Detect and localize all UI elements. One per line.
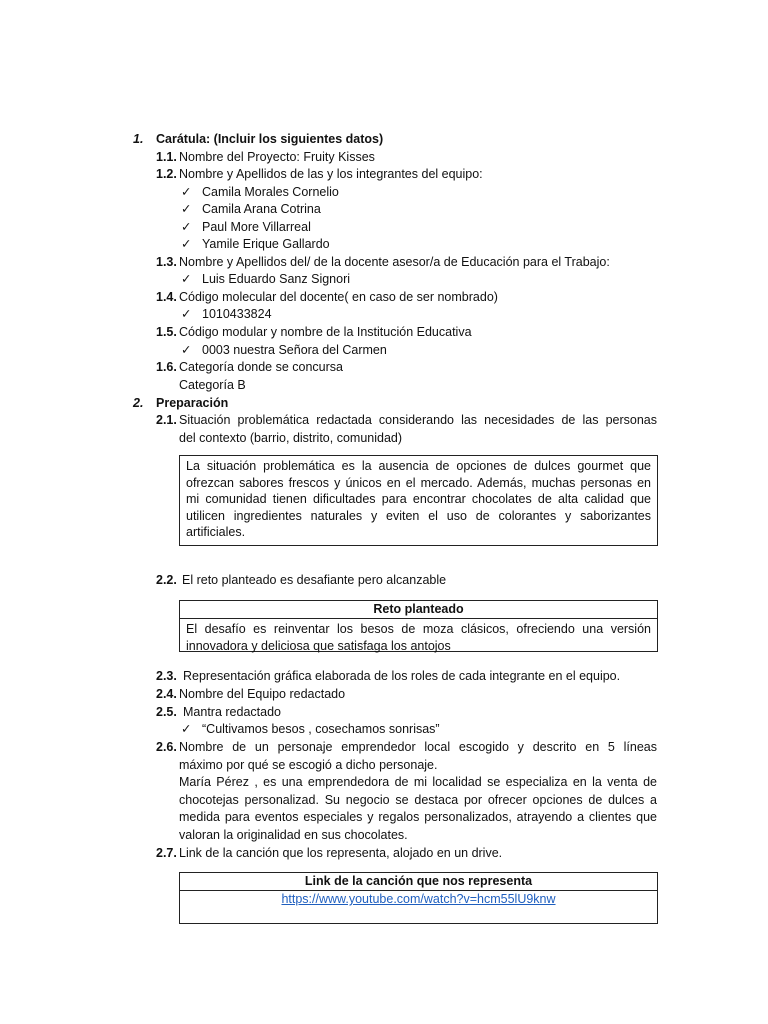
member-name: Camila Arana Cotrina [202, 202, 321, 216]
text-line: máximo por qué se escogió a dicho personaje. [179, 757, 438, 772]
check-icon: ✓ [181, 343, 192, 357]
item-number: 2.1. [156, 413, 177, 427]
check-icon: ✓ [181, 202, 192, 216]
check-icon: ✓ [181, 237, 192, 251]
school-name: 0003 nuestra Señora del Carmen [202, 343, 387, 357]
item-number: 2.5. [156, 705, 177, 719]
item-text: El reto planteado es desafiante pero alcanzable [182, 573, 447, 587]
member-name: Yamile Erique Gallardo [202, 237, 330, 251]
item-text: Código modular y nombre de la Institución Educativa [179, 325, 472, 339]
text-line: artificiales. [186, 525, 246, 539]
item-number: 1.6. [156, 360, 177, 374]
item-number: 1.1. [156, 150, 177, 164]
check-icon: ✓ [181, 722, 192, 736]
item-text: Nombre del Equipo redactado [179, 687, 346, 701]
text-line: Situación problemática redactada considerando las necesidades de las personas [179, 413, 657, 427]
item-number: 1.2. [156, 167, 177, 181]
section-title: Preparación [156, 396, 229, 410]
item-text: Categoría donde se concursa [179, 360, 343, 374]
section-number: 1. [133, 132, 144, 146]
text-line: Nombre de un personaje emprendedor local escogido y descrito en 5 líneas [179, 740, 657, 754]
item-text: Código molecular del docente( en caso de ser nombrado) [179, 290, 498, 304]
check-icon: ✓ [181, 220, 192, 234]
song-link-table-header: Link de la canción que nos representa [180, 873, 657, 891]
text-line: chocotejas personalizad. Su negocio se destaca por ofrecer opciones de dulces a [179, 792, 657, 807]
text-line: innovadora y deliciosa que satisfaga los antojos [186, 638, 451, 653]
item-number: 1.5. [156, 325, 177, 339]
text-line: del contexto (barrio, distrito, comunidad) [179, 430, 403, 445]
teacher-code: 1010433824 [202, 307, 272, 321]
text-line: María Pérez , es una emprendedora de mi localidad se especializa en la venta de [179, 775, 657, 789]
category-text: Categoría B [179, 378, 246, 392]
text-line: mi comunidad tienen dificultades para encontrar chocolates de alta calidad que [186, 492, 651, 506]
text-line: utilicen ingredientes naturales y eviten el uso de colorantes y saborizantes [186, 508, 651, 523]
item-number: 2.6. [156, 740, 177, 754]
item-text: Representación gráfica elaborada de los roles de cada integrante en el equipo. [183, 669, 621, 683]
song-link-cell [180, 891, 657, 908]
challenge-table-body [180, 619, 657, 656]
mantra-text: “Cultivamos besos , cosechamos sonrisas” [202, 722, 440, 736]
challenge-table [179, 600, 658, 652]
check-icon: ✓ [181, 272, 192, 286]
item-text: Nombre y Apellidos del/ de la docente asesor/a de Educación para el Trabajo: [179, 255, 610, 269]
member-name: Camila Morales Cornelio [202, 185, 339, 199]
item-text: Nombre del Proyecto: Fruity Kisses [179, 150, 375, 164]
item-number: 1.4. [156, 290, 177, 304]
item-text: Mantra redactado [183, 705, 281, 719]
teacher-name: Luis Eduardo Sanz Signori [202, 272, 351, 286]
item-number: 2.3. [156, 669, 177, 683]
text-line: La situación problemática es la ausencia de opciones de dulces gourmet que [186, 459, 651, 473]
item-text: Nombre y Apellidos de las y los integrantes del equipo: [179, 167, 483, 181]
item-number: 1.3. [156, 255, 177, 269]
item-2-1-text [179, 412, 657, 447]
text-line: valoran la originalidad en sus chocolates. [179, 827, 408, 842]
item-number: 2.4. [156, 687, 177, 701]
check-icon: ✓ [181, 307, 192, 321]
song-link[interactable]: https://www.youtube.com/watch?v=hcm55lU9knw [281, 892, 556, 906]
text-line: ofrezcan sabores frescos y únicos en el mercado. Además, muchas personas en [186, 475, 651, 490]
section-title: Carátula: (Incluir los siguientes datos) [156, 132, 384, 146]
check-icon: ✓ [181, 185, 192, 199]
member-name: Paul More Villarreal [202, 220, 311, 234]
section-number: 2. [133, 396, 144, 410]
item-2-6-text [179, 739, 657, 844]
problem-statement-box [179, 455, 658, 546]
text-line: medida para eventos especiales y regalos personalizados, atrayendo a clientes que [179, 810, 657, 824]
challenge-table-header: Reto planteado [180, 601, 657, 619]
item-text: Link de la canción que los representa, alojado en un drive. [179, 846, 503, 860]
item-number: 2.7. [156, 846, 177, 860]
text-line: El desafío es reinventar los besos de moza clásicos, ofreciendo una versión [186, 622, 651, 636]
item-number: 2.2. [156, 573, 177, 587]
song-link-table [179, 872, 658, 924]
